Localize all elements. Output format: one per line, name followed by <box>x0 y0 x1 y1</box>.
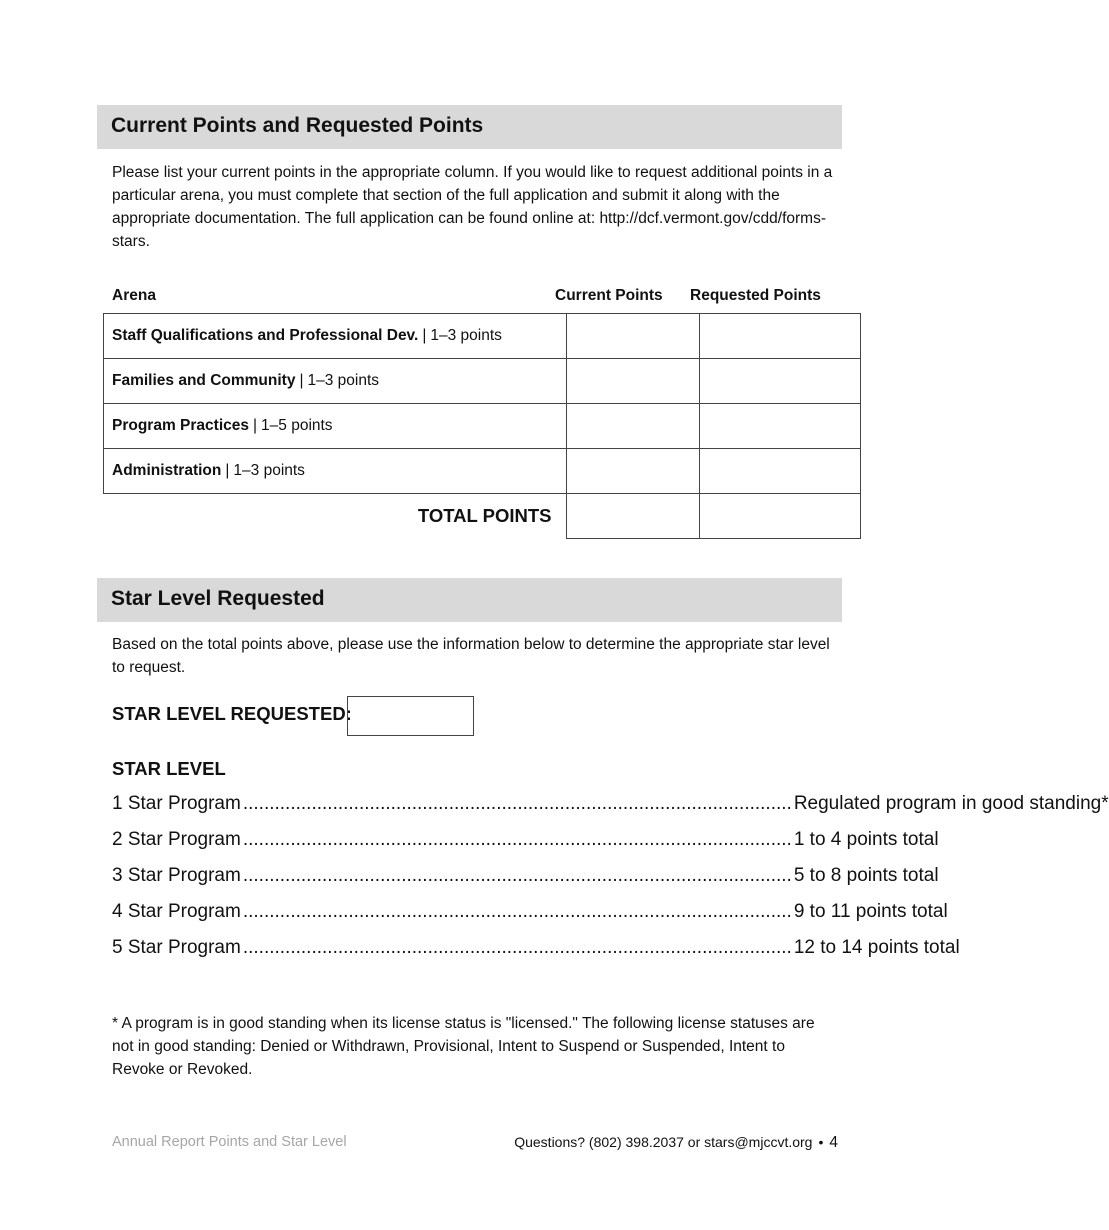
star-program-name: 1 Star Program <box>112 793 241 814</box>
arena-name: Staff Qualifications and Professional Dev. <box>112 327 419 344</box>
star-program-name: 3 Star Program <box>112 865 241 886</box>
star-program-name: 5 Star Program <box>112 937 241 958</box>
star-program-requirement: 1 to 4 points total <box>793 829 939 850</box>
total-points-label: TOTAL POINTS <box>104 494 567 539</box>
section-title-star-level: Star Level Requested <box>111 587 325 610</box>
table-row <box>104 359 861 404</box>
current-points-field[interactable] <box>566 449 699 494</box>
arena-name-cell <box>104 359 567 404</box>
footer-bullet: • <box>818 1134 824 1150</box>
separator: | <box>253 417 258 434</box>
requested-points-field[interactable] <box>699 359 860 404</box>
arena-points-range: 1–3 points <box>233 462 305 479</box>
footer-document-title: Annual Report Points and Star Level <box>112 1134 347 1150</box>
star-program-requirement: 9 to 11 points total <box>793 901 948 922</box>
separator: | <box>225 462 230 479</box>
total-current-points-field[interactable] <box>566 494 699 539</box>
column-header-current-points: Current Points <box>555 287 663 304</box>
table-row <box>104 404 861 449</box>
good-standing-footnote: * A program is in good standing when its license status is "licensed." The following license statuses are not in good standing: Denied or Withdrawn, Provisional, Intent to Suspend or Suspended, Intent to Revoke or Revoked. <box>112 1015 815 1078</box>
dot-leader: ........................................................................................................ <box>242 793 792 814</box>
total-requested-points-field[interactable] <box>699 494 860 539</box>
requested-points-field[interactable] <box>699 449 860 494</box>
star-level-row <box>112 829 939 851</box>
star-program-name: 4 Star Program <box>112 901 241 922</box>
arena-points-range: 1–5 points <box>261 417 333 434</box>
dot-leader: ........................................................................................................ <box>242 937 792 958</box>
star-level-requested-label: STAR LEVEL REQUESTED: <box>112 703 352 724</box>
page-number: 4 <box>829 1134 838 1151</box>
current-points-field[interactable] <box>566 404 699 449</box>
points-instructions: Please list your current points in the appropriate column. If you would like to request additional points in a particular arena, you must complete that section of the full application and submit it along with the appropriate documentation. The full application can be found online at: http://dcf.vermont.gov/cdd/forms-stars. <box>112 164 833 250</box>
current-points-field[interactable] <box>566 359 699 404</box>
section-header-points <box>97 105 842 149</box>
separator: | <box>299 372 304 389</box>
column-header-arena: Arena <box>112 287 156 304</box>
column-header-requested-points: Requested Points <box>690 287 821 304</box>
dot-leader: ........................................................................................................ <box>242 829 792 850</box>
star-level-heading: STAR LEVEL <box>112 758 226 779</box>
star-program-requirement: 12 to 14 points total <box>793 937 960 958</box>
requested-points-field[interactable] <box>699 314 860 359</box>
arena-name-cell <box>104 314 567 359</box>
star-level-row <box>112 793 1109 815</box>
footer-contact: Questions? (802) 398.2037 or stars@mjccvt.org <box>514 1134 813 1150</box>
star-level-requested-field[interactable] <box>347 696 474 736</box>
star-level-row <box>112 901 948 923</box>
star-program-requirement: 5 to 8 points total <box>793 865 939 886</box>
dot-leader: ........................................................................................................ <box>242 865 792 886</box>
table-row <box>104 449 861 494</box>
points-table <box>103 313 861 539</box>
footer-contact-info <box>514 1134 838 1152</box>
requested-points-field[interactable] <box>699 404 860 449</box>
star-program-requirement: Regulated program in good standing* <box>793 793 1109 814</box>
total-row <box>104 494 861 539</box>
star-program-name: 2 Star Program <box>112 829 241 850</box>
arena-name: Families and Community <box>112 372 296 389</box>
arena-name-cell <box>104 449 567 494</box>
arena-points-range: 1–3 points <box>430 327 502 344</box>
table-row <box>104 314 861 359</box>
arena-name: Program Practices <box>112 417 249 434</box>
star-level-row <box>112 937 960 959</box>
separator: | <box>422 327 427 344</box>
arena-name: Administration <box>112 462 222 479</box>
star-level-row <box>112 865 939 887</box>
dot-leader: ........................................................................................................ <box>242 901 792 922</box>
star-level-instructions: Based on the total points above, please use the information below to determine the appropriate star level to request. <box>112 636 830 676</box>
current-points-field[interactable] <box>566 314 699 359</box>
arena-name-cell <box>104 404 567 449</box>
section-title-points: Current Points and Requested Points <box>111 114 484 137</box>
arena-points-range: 1–3 points <box>307 372 380 389</box>
section-header-star-level <box>97 578 842 622</box>
